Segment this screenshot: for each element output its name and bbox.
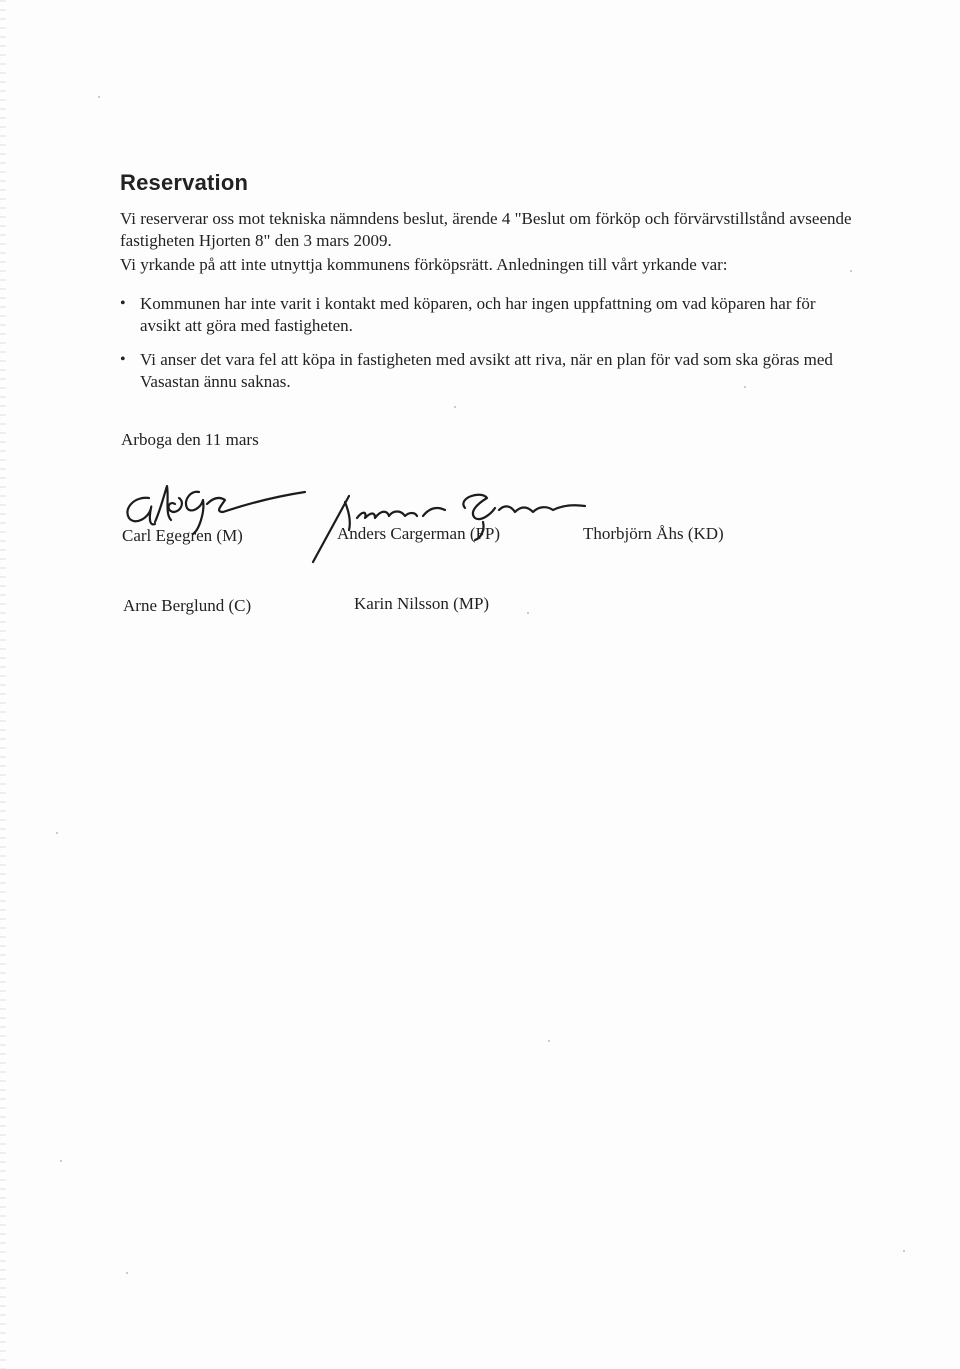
reasons-list <box>120 293 850 405</box>
scan-speck <box>548 1040 550 1042</box>
reason-text: Vi anser det vara fel att köpa in fastigheten med avsikt att riva, när en plan för vad som ska göras med Vasastan ännu saknas. <box>140 350 833 391</box>
document-title: Reservation <box>120 170 249 195</box>
bullet-icon: • <box>120 295 126 312</box>
scan-speck <box>903 1250 905 1252</box>
reservation-statement: Vi reserverar oss mot tekniska nämndens beslut, ärende 4 "Beslut om förköp och förvärvstillstånd avseende fastigheten Hjorten 8" den 3 mars 2009. <box>120 209 852 250</box>
signer-name: Thorbjörn Åhs (KD) <box>583 524 724 543</box>
signer-name: Anders Cargerman (FP) <box>337 524 501 543</box>
scan-speck <box>56 832 58 834</box>
scan-speck <box>126 1272 128 1274</box>
scan-speck <box>850 270 852 272</box>
scan-speck <box>527 612 529 614</box>
scan-speck <box>98 96 100 98</box>
bullet-icon: • <box>120 351 126 368</box>
motion-statement: Vi yrkande på att inte utnyttja kommunens förköpsrätt. Anledningen till vårt yrkande var: <box>120 255 728 274</box>
scan-speck <box>744 386 746 388</box>
place-and-date: Arboga den 11 mars <box>121 430 259 449</box>
signer-name: Karin Nilsson (MP) <box>354 594 490 613</box>
scan-speck <box>60 1160 62 1162</box>
signer-name: Carl Egegren (M) <box>122 526 243 545</box>
scan-speck <box>454 406 456 408</box>
list-item <box>120 349 850 393</box>
list-item <box>120 293 850 337</box>
reason-text: Kommunen har inte varit i kontakt med köparen, och har ingen uppfattning om vad köparen har för avsikt att göra med fastigheten. <box>140 294 816 335</box>
scan-edge-artifact <box>0 0 6 1369</box>
signer-name: Arne Berglund (C) <box>123 596 252 615</box>
